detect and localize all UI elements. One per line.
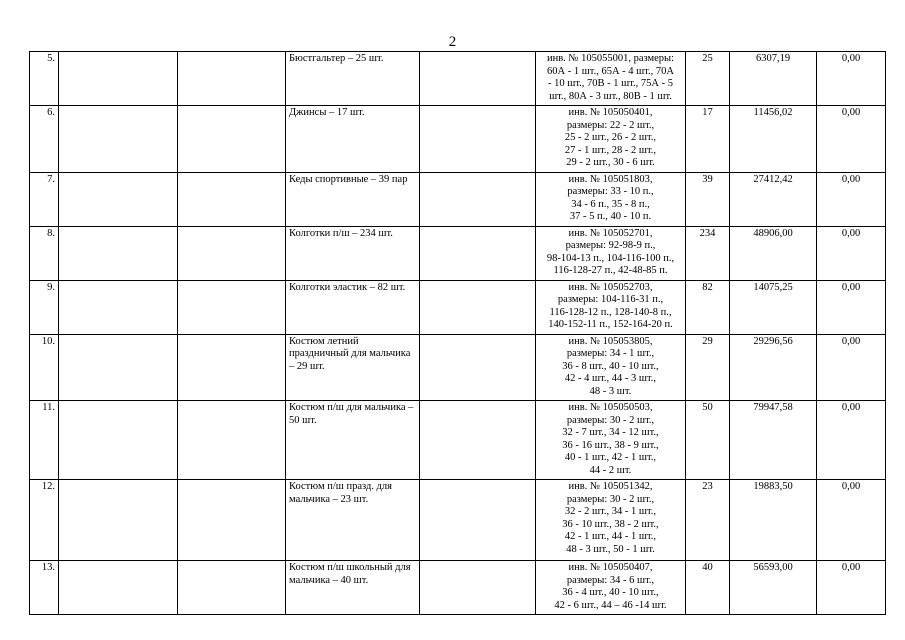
amount: 48906,00 [730, 226, 817, 280]
empty-cell [59, 561, 178, 615]
item-name: Колготки п/ш – 234 шт. [286, 226, 420, 280]
item-name: Бюстгальтер – 25 шт. [286, 52, 420, 106]
table-body [30, 52, 886, 615]
empty-cell [59, 480, 178, 561]
inventory-description [536, 334, 686, 401]
empty-cell [420, 52, 536, 106]
inventory-line: 32 - 7 шт., 34 - 12 шт., [562, 427, 659, 438]
amount: 56593,00 [730, 561, 817, 615]
item-name: Костюм летний праздничный для мальчика – 29 шт. [286, 334, 420, 401]
inventory-line: - 10 шт., 70В - 1 шт., 75А - 5 [548, 78, 673, 89]
table-row [30, 480, 886, 561]
item-name: Костюм п/ш для мальчика – 50 шт. [286, 401, 420, 480]
inventory-line: 36 - 16 шт., 38 - 9 шт., [562, 439, 659, 451]
amount: 11456,02 [730, 106, 817, 173]
quantity: 82 [686, 280, 730, 334]
empty-cell [178, 480, 286, 561]
row-number: 9. [30, 280, 59, 334]
inventory-line: размеры: 104-116-31 п., [557, 294, 664, 305]
inventory-line: 42 - 1 шт., 44 - 1 шт., [564, 531, 657, 542]
amount: 79947,58 [730, 401, 817, 480]
page-number: 2 [448, 34, 457, 50]
empty-cell [420, 561, 536, 615]
empty-cell [420, 280, 536, 334]
empty-cell [420, 334, 536, 401]
empty-cell [178, 334, 286, 401]
extra-amount: 0,00 [817, 334, 886, 401]
inventory-line: размеры: 34 - 1 шт., [566, 348, 655, 359]
amount: 14075,25 [730, 280, 817, 334]
empty-cell [178, 561, 286, 615]
empty-cell [178, 226, 286, 280]
inventory-line: 48 - 3 шт. [589, 385, 632, 397]
inventory-line: 42 - 4 шт., 44 - 3 шт., [564, 373, 657, 384]
inventory-line: размеры: 30 - 2 шт., [566, 414, 655, 426]
inventory-line: инв. № 105051342, [568, 481, 653, 492]
inventory-line: размеры: 22 - 2 шт., [566, 119, 655, 131]
inventory-line: инв. № 105050407, [568, 562, 653, 573]
extra-amount: 0,00 [817, 172, 886, 226]
quantity: 23 [686, 480, 730, 561]
table-row [30, 280, 886, 334]
inventory-line: 36 - 8 шт., 40 - 10 шт., [562, 360, 659, 372]
empty-cell [178, 106, 286, 173]
inventory-line: инв. № 105053805, [568, 335, 653, 347]
row-number: 11. [30, 401, 59, 480]
inventory-description [536, 172, 686, 226]
inventory-line: 116-128-27 п., 42-48-85 п. [553, 265, 668, 276]
row-number: 5. [30, 52, 59, 106]
inventory-line: размеры: 30 - 2 шт., [566, 493, 655, 505]
table-row [30, 334, 886, 401]
inventory-line: размеры: 34 - 6 шт., [566, 574, 655, 586]
row-number: 13. [30, 561, 59, 615]
empty-cell [59, 401, 178, 480]
extra-amount: 0,00 [817, 561, 886, 615]
empty-cell [59, 52, 178, 106]
item-name: Колготки эластик – 82 шт. [286, 280, 420, 334]
item-name: Костюм п/ш празд. для мальчика – 23 шт. [286, 480, 420, 561]
extra-amount: 0,00 [817, 226, 886, 280]
table-row [30, 561, 886, 615]
amount: 19883,50 [730, 480, 817, 561]
inventory-line: 42 - 6 шт., 44 – 46 -14 шт. [554, 599, 667, 611]
empty-cell [178, 280, 286, 334]
inventory-description [536, 52, 686, 106]
inventory-line: 36 - 10 шт., 38 - 2 шт., [562, 518, 659, 530]
extra-amount: 0,00 [817, 480, 886, 561]
inventory-line: 25 - 2 шт., 26 - 2 шт., [564, 132, 657, 143]
inventory-line: инв. № 105052701, [568, 227, 653, 239]
quantity: 29 [686, 334, 730, 401]
amount: 27412,42 [730, 172, 817, 226]
empty-cell [59, 226, 178, 280]
inventory-line: 37 - 5 п., 40 - 10 п. [569, 211, 652, 222]
inventory-line: инв. № 105051803, [568, 173, 653, 185]
quantity: 40 [686, 561, 730, 615]
inventory-line: 48 - 3 шт., 50 - 1 шт. [566, 543, 655, 555]
inventory-line: 36 - 4 шт., 40 - 10 шт., [562, 587, 659, 598]
inventory-line: шт., 80А - 3 шт., 80В - 1 шт. [549, 90, 672, 102]
inventory-description [536, 561, 686, 615]
inventory-line: размеры: 33 - 10 п., [567, 186, 654, 197]
empty-cell [59, 280, 178, 334]
empty-cell [59, 172, 178, 226]
empty-cell [420, 480, 536, 561]
inventory-description [536, 226, 686, 280]
table-row [30, 106, 886, 173]
table-row [30, 401, 886, 480]
inventory-line: 32 - 2 шт., 34 - 1 шт., [564, 506, 657, 517]
quantity: 17 [686, 106, 730, 173]
inventory-line: инв. № 105050401, [568, 107, 653, 118]
quantity: 234 [686, 226, 730, 280]
row-number: 10. [30, 334, 59, 401]
inventory-line: 140-152-11 п., 152-164-20 п. [548, 319, 673, 330]
inventory-line: инв. № 105050503, [568, 402, 653, 413]
inventory-description [536, 106, 686, 173]
table-row [30, 52, 886, 106]
extra-amount: 0,00 [817, 401, 886, 480]
inventory-line: 29 - 2 шт., 30 - 6 шт. [566, 157, 655, 168]
quantity: 50 [686, 401, 730, 480]
row-number: 12. [30, 480, 59, 561]
inventory-table [29, 51, 886, 615]
row-number: 7. [30, 172, 59, 226]
empty-cell [178, 172, 286, 226]
inventory-line: инв. № 105055001, размеры: [546, 53, 675, 64]
quantity: 25 [686, 52, 730, 106]
extra-amount: 0,00 [817, 106, 886, 173]
empty-cell [59, 106, 178, 173]
empty-cell [178, 401, 286, 480]
inventory-line: 44 - 2 шт. [589, 464, 632, 476]
empty-cell [420, 226, 536, 280]
inventory-line: 98-104-13 п., 104-116-100 п., [546, 252, 675, 264]
inventory-line: размеры: 92-98-9 п., [565, 240, 656, 251]
empty-cell [420, 172, 536, 226]
inventory-line: 27 - 1 шт., 28 - 2 шт., [564, 144, 657, 156]
inventory-description [536, 401, 686, 480]
item-name: Костюм п/ш школьный для мальчика – 40 шт. [286, 561, 420, 615]
table-row [30, 172, 886, 226]
amount: 29296,56 [730, 334, 817, 401]
extra-amount: 0,00 [817, 280, 886, 334]
table-row [30, 226, 886, 280]
empty-cell [420, 106, 536, 173]
amount: 6307,19 [730, 52, 817, 106]
row-number: 6. [30, 106, 59, 173]
quantity: 39 [686, 172, 730, 226]
empty-cell [178, 52, 286, 106]
inventory-line: 60А - 1 шт., 65А - 4 шт., 70А [546, 65, 674, 77]
inventory-description [536, 280, 686, 334]
inventory-description [536, 480, 686, 561]
extra-amount: 0,00 [817, 52, 886, 106]
item-name: Джинсы – 17 шт. [286, 106, 420, 173]
item-name: Кеды спортивные – 39 пар [286, 172, 420, 226]
row-number: 8. [30, 226, 59, 280]
empty-cell [59, 334, 178, 401]
empty-cell [420, 401, 536, 480]
inventory-line: 34 - 6 п., 35 - 8 п., [571, 198, 650, 210]
inventory-line: инв. № 105052703, [568, 281, 653, 293]
inventory-line: 116-128-12 п., 128-140-8 п., [549, 306, 672, 318]
inventory-line: 40 - 1 шт., 42 - 1 шт., [564, 452, 657, 463]
